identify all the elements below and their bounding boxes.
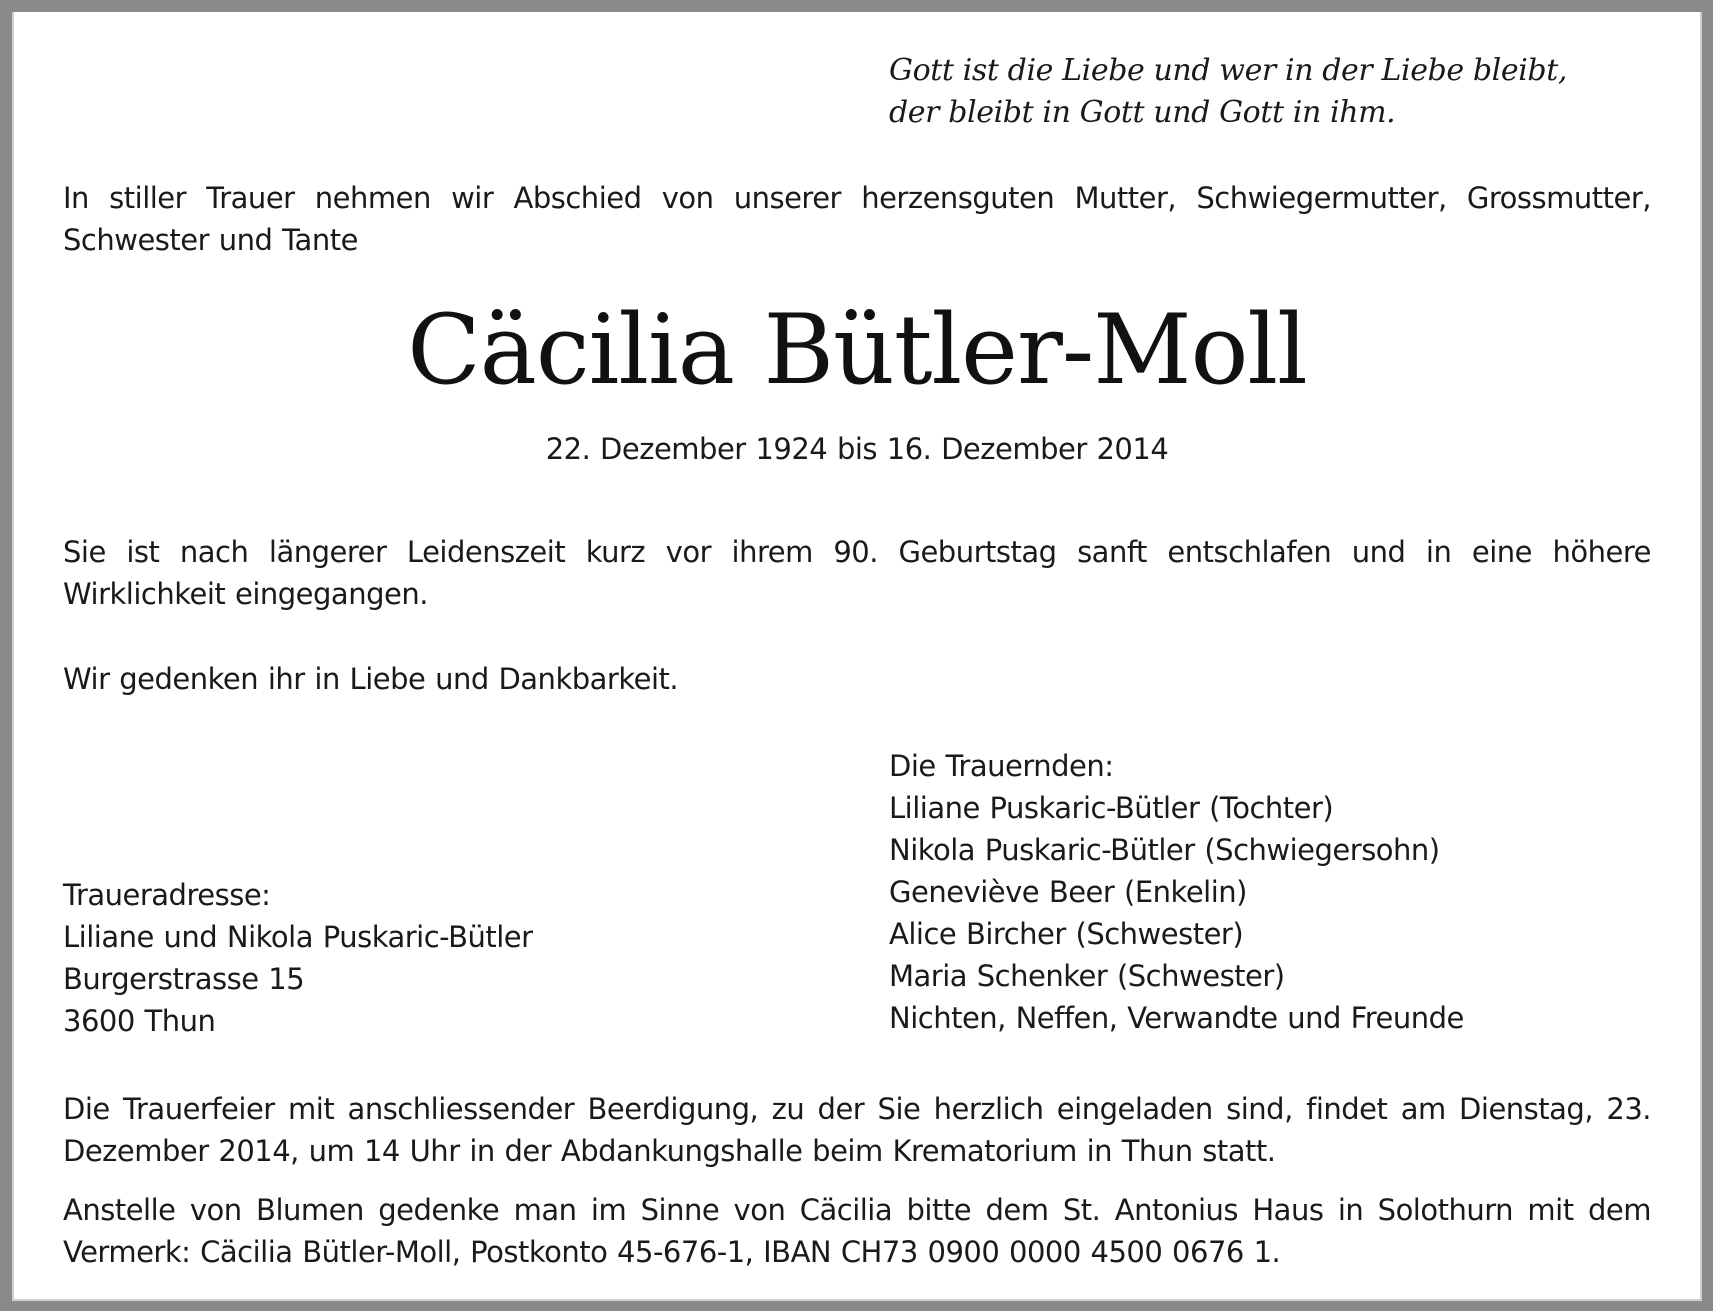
mourner-name: Maria Schenker (Schwester) [889, 959, 1285, 993]
mourners-list [889, 745, 1464, 1039]
motto-line-1: Gott ist die Liebe und wer in der Liebe bleibt, [889, 53, 1567, 88]
intro-paragraph: In stiller Trauer nehmen wir Abschied von unserer herzensguten Mutter, Schwiegermutter, Grossmutter, Schwester und Tante [63, 181, 1651, 257]
remembrance-line: Wir gedenken ihr in Liebe und Dankbarkeit. [63, 662, 679, 696]
mourner-name: Nichten, Neffen, Verwandte und Freunde [889, 1001, 1464, 1035]
mourners-heading: Die Trauernden: [889, 749, 1114, 783]
passing-paragraph: Sie ist nach längerer Leidenszeit kurz vor ihrem 90. Geburtstag sanft entschlafen und in eine höhere Wirklichkeit eingegangen. [63, 535, 1651, 611]
address-city: 3600 Thun [63, 1004, 216, 1038]
donation-paragraph: Anstelle von Blumen gedenke man im Sinne von Cäcilia bitte dem St. Antonius Haus in Solothurn mit dem Vermerk: Cäcilia Bütler-Moll, Postkonto 45-676-1, IBAN CH73 0900 0000 4500 0676 1. [63, 1193, 1651, 1269]
address-name: Liliane und Nikola Puskaric-Bütler [63, 920, 533, 954]
ceremony-paragraph: Die Trauerfeier mit anschliessender Beerdigung, zu der Sie herzlich eingeladen sind, findet am Dienstag, 23. Dezember 2014, um 14 Uhr in der Abdankungshalle beim Krematorium in Thun statt. [63, 1092, 1651, 1168]
address-street: Burgerstrasse 15 [63, 962, 305, 996]
mourning-address [63, 874, 533, 1042]
deceased-name: Cäcilia Bütler-Moll [407, 294, 1307, 406]
mourner-name: Liliane Puskaric-Bütler (Tochter) [889, 791, 1334, 825]
bible-verse-motto [889, 50, 1567, 134]
life-dates: 22. Dezember 1924 bis 16. Dezember 2014 [545, 432, 1169, 466]
mourner-name: Alice Bircher (Schwester) [889, 917, 1244, 951]
address-heading: Traueradresse: [63, 878, 271, 912]
motto-line-2: der bleibt in Gott und Gott in ihm. [889, 95, 1396, 130]
mourner-name: Geneviève Beer (Enkelin) [889, 875, 1247, 909]
obituary-page [12, 12, 1702, 1301]
mourner-name: Nikola Puskaric-Bütler (Schwiegersohn) [889, 833, 1440, 867]
